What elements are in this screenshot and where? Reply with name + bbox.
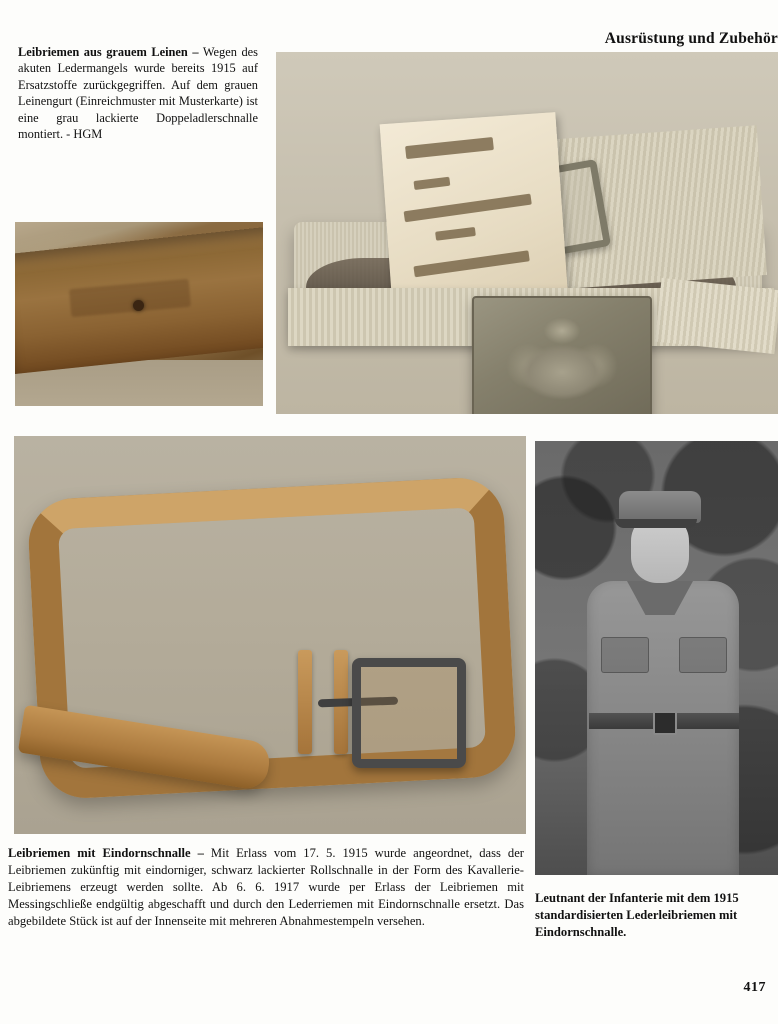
caption-top-left-body: Wegen des akuten Ledermangels wurde bereits 1915 auf Ersatzstoffe zurückgegriffen. Auf dem grauen Leinengurt (Einreichmuster mit Musterkarte) ist eine grau lackierte Doppeladlerschnalle montiert. - HGM (18, 45, 258, 141)
photo-brown-leather-belt (14, 436, 526, 834)
tunic-pocket-right (679, 637, 727, 673)
card-ink-line-5 (413, 250, 529, 277)
caption-bottom-left (8, 845, 524, 929)
strap-hole (133, 300, 144, 311)
page-number: 417 (743, 980, 766, 995)
photo-infantry-lieutenant (535, 441, 778, 875)
tunic-pocket-left (601, 637, 649, 673)
officer-cap-peak (615, 519, 697, 528)
belt-keeper-1 (298, 650, 312, 754)
caption-top-left (18, 44, 258, 142)
sample-card (380, 112, 569, 312)
card-ink-line-1 (405, 137, 494, 159)
caption-top-left-lead: Leibriemen aus grauem Leinen – (18, 45, 199, 59)
double-eagle-buckle (472, 296, 652, 414)
photo-leather-strap-stamp-detail (15, 222, 263, 406)
caption-bottom-left-body: Mit Erlass vom 17. 5. 1915 wurde angeordnet, dass der Leibriemen zukünftig mit eindorniger, schwarz lackierter Rollschnalle in der Form des Kavallerie-Leibriemens erzeugt werden sollte. Ab 6. 6. 1917 wurde per Erlass der Leibriemen mit Messingschließe endgültig abgeschafft und durch den Lederriemen mit Eindornschnalle ersetzt. Das abgebildete Stück ist auf der Innenseite mit mehreren Abnahmestempeln versehen. (8, 846, 524, 928)
double-eagle-relief (502, 314, 622, 408)
card-ink-line-2 (413, 177, 450, 190)
officer-belt-buckle (653, 711, 677, 735)
single-prong-buckle (352, 658, 466, 768)
running-head: Ausrüstung und Zubehör (604, 30, 778, 47)
caption-bottom-right: Leutnant der Infanterie mit dem 1915 standardisierten Lederleibriemen mit Eindornschnalle. (535, 891, 739, 939)
card-ink-line-3 (404, 194, 532, 223)
linen-belt-tail (655, 278, 778, 354)
photo-grey-linen-belt (276, 52, 778, 414)
card-ink-line-4 (435, 227, 476, 241)
caption-bottom-left-lead: Leibriemen mit Eindornschnalle – (8, 846, 204, 860)
